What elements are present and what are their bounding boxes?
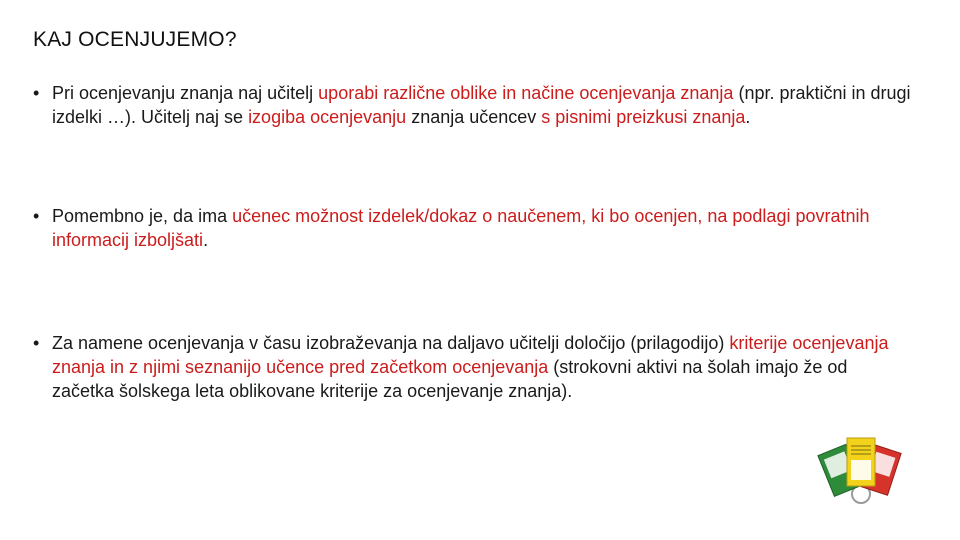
bullet-highlight: izogiba ocenjevanju [248,107,407,127]
bullet-highlight: s pisnimi preizkusi znanja [541,107,746,127]
bullet-text-part: . [745,107,751,127]
bullet-item-3 [33,331,913,403]
bullet-text-part: (npr. praktični in drugi izdelki …). Učitelj naj se [52,83,911,127]
bullet-text-part: . [203,230,209,250]
slide-title: KAJ OCENJUJEMO? [33,28,237,51]
bullet-highlight: učenec možnost izdelek/dokaz o naučenem, ki bo ocenjen, na podlagi povratnih informacij izboljšati [52,206,870,250]
bullet-text [52,331,913,403]
assessment-cards-icon [815,430,905,510]
bullet-text [52,204,913,252]
bullet-text-part: Pomembno je, da ima [52,206,233,226]
bullet-highlight: kriterije ocenjevanja znanja in z njimi seznanijo učence pred začetkom ocenjevanja [52,333,889,377]
bullet-text-part: znanja učencev [406,107,542,127]
bullet-text-part: Za namene ocenjevanja v času izobraževanja na daljavo učitelji določijo (prilagodijo) [52,333,730,353]
bullet-text [52,81,913,129]
bullet-dot: • [33,333,40,353]
bullet-highlight: uporabi različne oblike in načine ocenjevanja znanja [318,83,734,103]
bullet-text-part: (strokovni aktivi na šolah imajo že od začetka šolskega leta oblikovane kriterije za ocenjevanje znanja). [52,357,848,401]
bullet-item-1 [33,81,913,129]
yellow-card [847,438,875,486]
bullet-item-2 [33,204,913,252]
bullet-text-part: Pri ocenjevanju znanja naj učitelj [52,83,319,103]
bullet-dot: • [33,83,40,103]
bullet-dot: • [33,206,40,226]
